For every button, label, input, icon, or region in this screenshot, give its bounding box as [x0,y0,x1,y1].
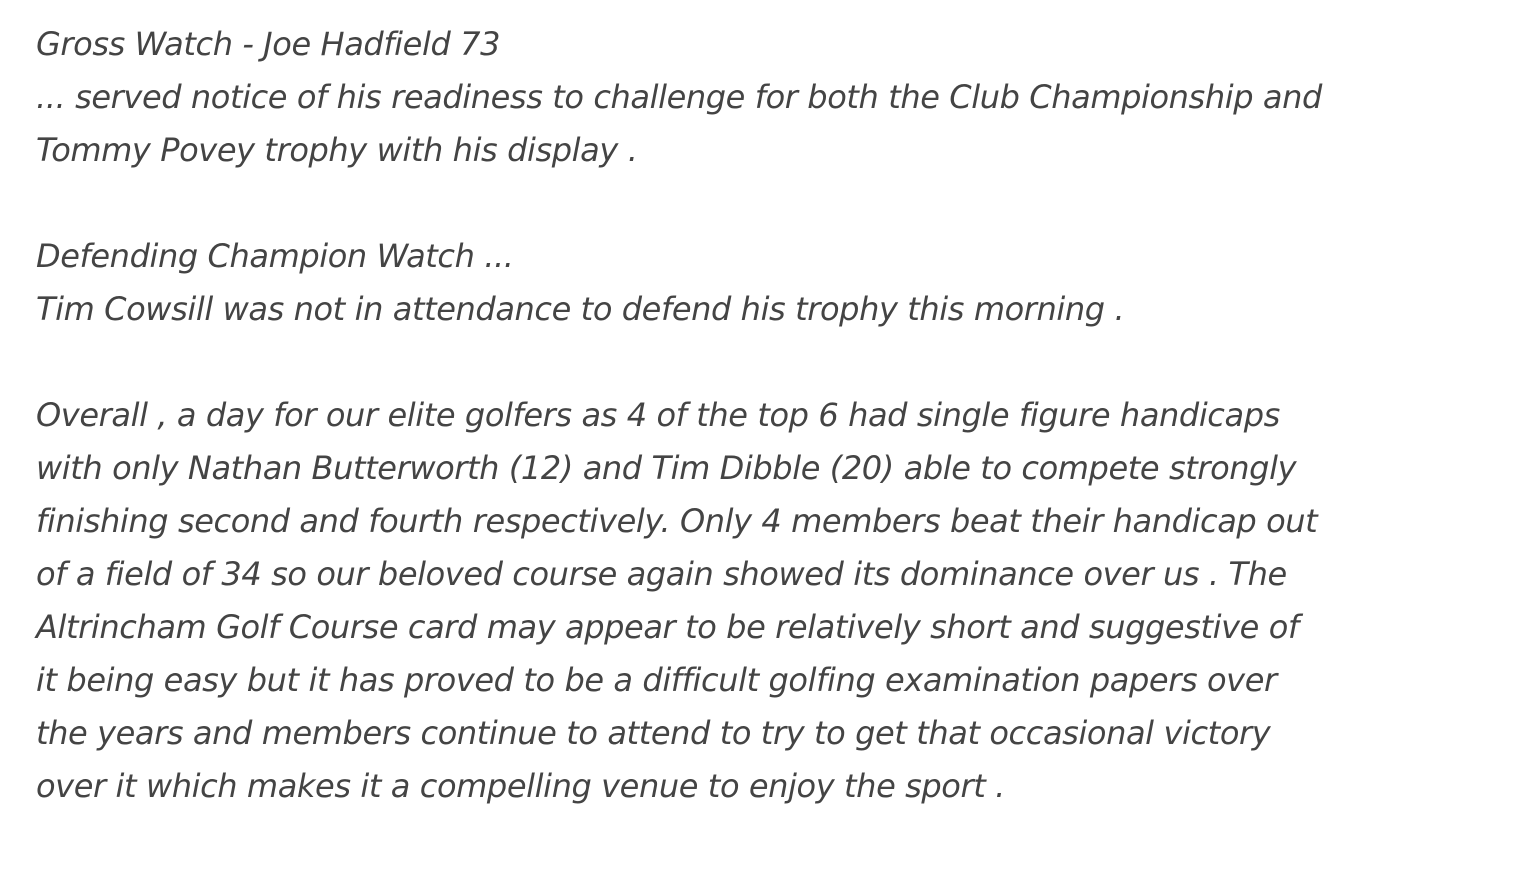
overall-paragraph-line: it being easy but it has proved to be a difficult golfing examination papers over [36,661,1277,699]
overall-paragraph-line: finishing second and fourth respectively. Only 4 members beat their handicap out [36,502,1318,540]
overall-paragraph-line: Altrincham Golf Course card may appear to be relatively short and suggestive of [36,608,1299,646]
note-line: Tommy Povey trophy with his display . [36,131,638,169]
note-line: ... served notice of his readiness to challenge for both the Club Championship and [36,78,1322,116]
defending-champion-heading: Defending Champion Watch ... [36,237,514,275]
overall-paragraph-line: with only Nathan Butterworth (12) and Tim Dibble (20) able to compete strongly [36,449,1297,487]
overall-paragraph-line: Overall , a day for our elite golfers as 4 of the top 6 had single figure handicaps [36,396,1280,434]
overall-paragraph-line: the years and members continue to attend to try to get that occasional victory [36,714,1271,752]
paragraph-spacer [36,336,1496,389]
gross-watch-heading: Gross Watch - Joe Hadfield 73 [36,25,501,63]
note-body [36,18,1496,813]
overall-paragraph-line: of a field of 34 so our beloved course again showed its dominance over us . The [36,555,1287,593]
note-line: Tim Cowsill was not in attendance to defend his trophy this morning . [36,290,1125,328]
paragraph-spacer [36,177,1496,230]
overall-paragraph-line: over it which makes it a compelling venue to enjoy the sport . [36,767,1005,805]
